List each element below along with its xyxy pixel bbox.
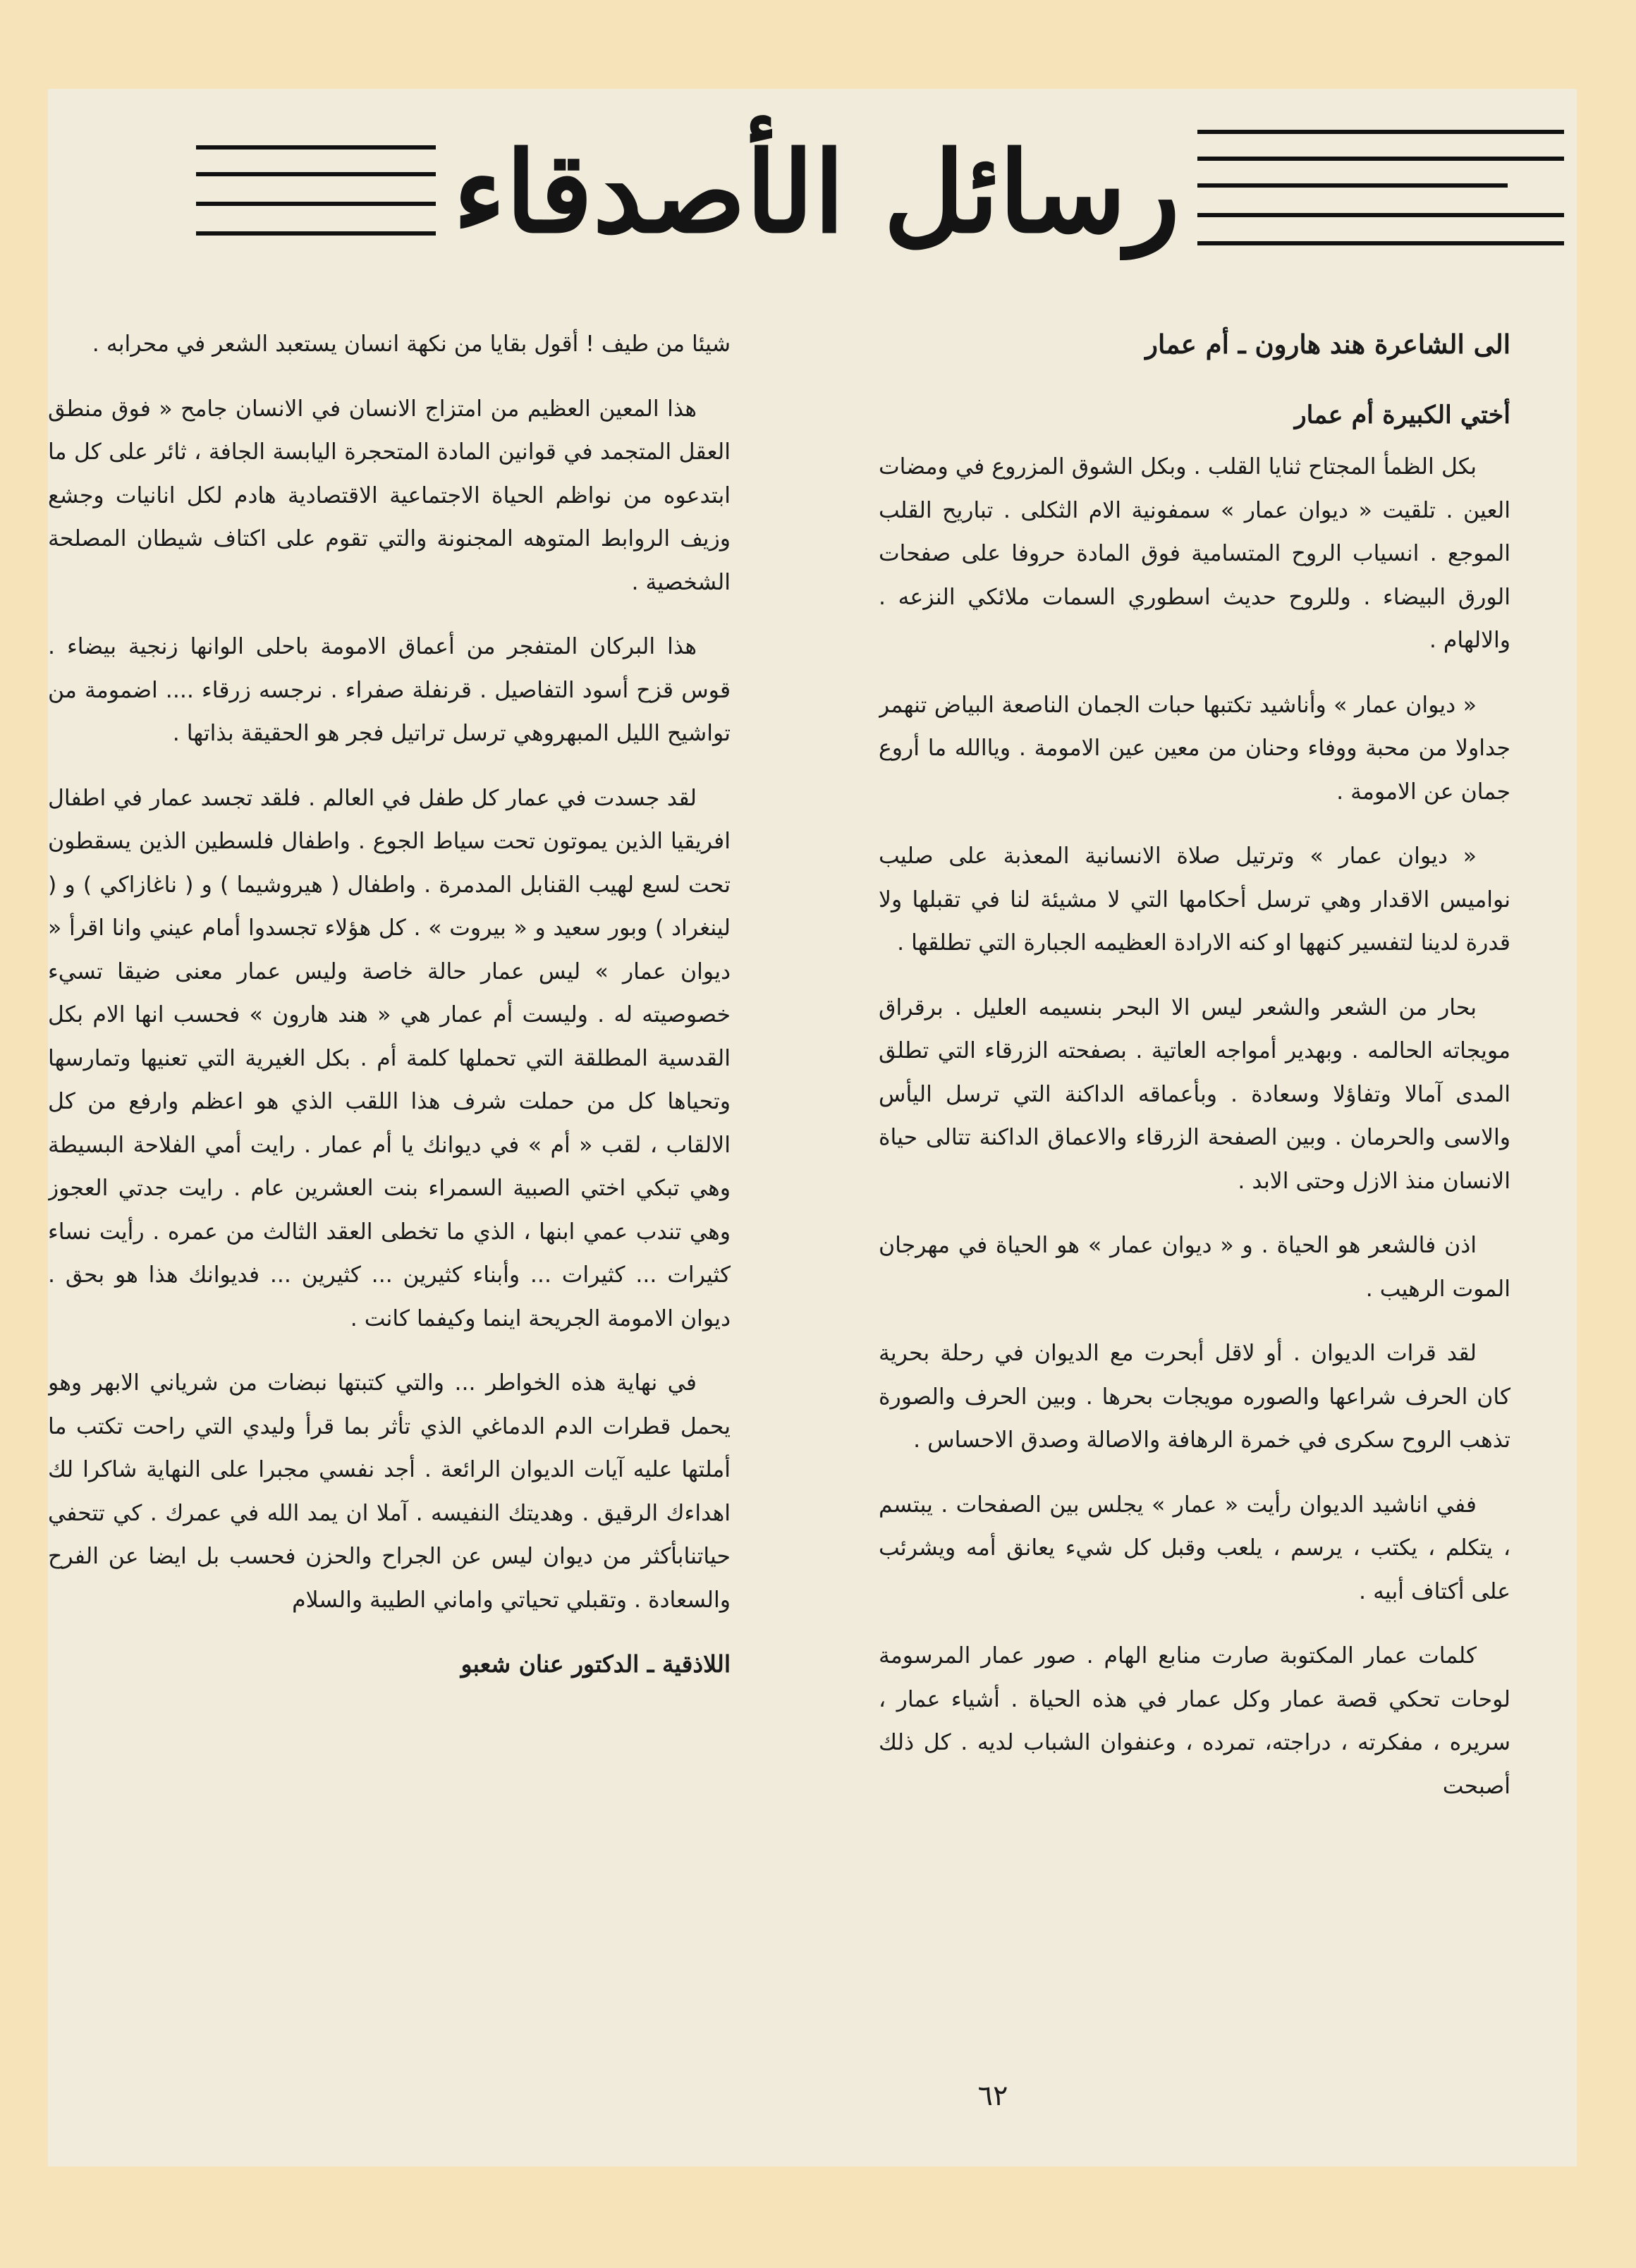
paragraph: هذا البركان المتفجر من أعماق الامومة باحلى الوانها زنجية بيضاء . قوس قزح أسود التفاصيل . قرنفلة صفراء . نرجسه زرقاء .... اضمومة من تواشيح الليل المبهروهي ترسل تراتيل فجر هو الحقيقة بذاتها . xyxy=(48,634,731,746)
header-rule xyxy=(1197,213,1564,217)
header-rule xyxy=(1197,241,1564,245)
header-rule xyxy=(1197,183,1508,188)
paragraph: في نهاية هذه الخواطر ... والتي كتبتها نبضات من شرياني الابهر وهو يحمل قطرات الدم الدماغي الذي تأثر بما قرأ وليدي التي راحت تكتب ما أملتها عليه آيات الديوان الرائعة . أجد نفسي مجبرا على النهاية شاكرا لك اهداءك الرقيق . وهديتك النفيسه . آملا ان يمد الله في عمرك . كي تتحفي حياتنابأكثر من ديوان ليس عن الجراح والحزن فحسب بل ايضا عن الفرح والسعادة . وتقبلي تحياتي واماني الطيبة والسلام xyxy=(48,1370,731,1613)
header-rule xyxy=(196,202,436,206)
paragraph: « ديوان عمار » وأناشيد تكتبها حبات الجمان الناصعة البياض تنهمر جداولا من محبة ووفاء وحنان من معين عين الامومة . وياالله ما أروع جمان عن الامومة . xyxy=(879,692,1510,805)
header-rule xyxy=(196,172,436,176)
paragraph: كلمات عمار المكتوبة صارت منابع الهام . صور عمار المرسومة لوحات تحكي قصة عمار وكل عمار في هذه الحياة . أشياء عمار ، سريره ، مفكرته ، دراجته، تمرده ، وعنفوان الشباب لديه . كل ذلك أصبحت xyxy=(879,1643,1510,1799)
page-header xyxy=(48,89,1577,293)
article-column-right xyxy=(879,323,1510,2128)
paragraph: بحار من الشعر والشعر ليس الا البحر بنسيمه العليل . برقراق مويجاته الحالمه . وبهدير أمواجه العاتية . بصفحته الزرقاء التي تطلق المدى آمالا وتفاؤلا وسعادة . وبأعماقه الداكنة التي ترسل اليأس والاسى والحرمان . وبين الصفحة الزرقاء والاعماق الداكنة تتالى حياة الانسان منذ الازل وحتى الابد . xyxy=(879,994,1510,1194)
paragraph: بكل الظمأ المجتاح ثنايا القلب . وبكل الشوق المزروع في ومضات العين . تلقيت « ديوان عمار » سمفونية الام الثكلى . تباريح القلب الموجع . انسياب الروح المتسامية فوق المادة حروفا على صفحات الورق البيضاء . وللروح حديث اسطوري السمات ملائكي النزعه . والالهام . xyxy=(879,454,1510,653)
magazine-page xyxy=(48,89,1577,2166)
paragraph: اذن فالشعر هو الحياة . و « ديوان عمار » هو الحياة في مهرجان الموت الرهيب . xyxy=(879,1233,1510,1302)
signature: اللاذقية ـ الدكتور عنان شعبو xyxy=(460,1650,731,1678)
paragraph: ففي اناشيد الديوان رأيت « عمار » يجلس بين الصفحات . يبتسم ، يتكلم ، يكتب ، يرسم ، يلعب وقبل كل شيء يعانق أمه ويشرئب على أكتاف أبيه . xyxy=(879,1492,1510,1604)
salutation: أختي الكبيرة أم عمار xyxy=(1294,401,1510,429)
article-heading: الى الشاعرة هند هارون ـ أم عمار xyxy=(1145,329,1510,360)
paragraph: شيئا من طيف ! أقول بقايا من نكهة انسان يستعبد الشعر في محرابه . xyxy=(92,331,731,357)
masthead-title: رسائل الأصدقاء xyxy=(453,128,1180,258)
header-rule xyxy=(196,145,436,150)
header-rule xyxy=(1197,130,1564,134)
article-column-left xyxy=(48,323,731,2128)
page-number: ٦٢ xyxy=(977,2080,1008,2112)
paragraph: هذا المعين العظيم من امتزاج الانسان في الانسان جامح « فوق منطق العقل المتجمد في قوانين المادة المتحجرة اليابسة الجافة ، ثائر على كل ما ابتدعوه من نواظم الحياة الاجتماعية الاقتصادية هادم لكل انانيات وجشع وزيف الروابط المتوهه المجنونة والتي تقوم على اكتاف شيطان المصلحة الشخصية . xyxy=(48,396,731,595)
paragraph: لقد جسدت في عمار كل طفل في العالم . فلقد تجسد عمار في اطفال افريقيا الذين يموتون تحت سياط الجوع . واطفال فلسطين الذين يسقطون تحت لسع لهيب القنابل المدمرة . واطفال ( هيروشيما ) و ( ناغازاكي ) و ( لينغراد ) وبور سعيد و « بيروت » . كل هؤلاء تجسدوا أمام عيني وانا اقرأ « ديوان عمار » ليس عمار حالة خاصة وليس عمار معنى ضيقا تسيء خصوصيته له . وليست أم عمار هي « هند هارون » فحسب انها الام بكل القدسية المطلقة التي تحملها كلمة أم . بكل الغيرية التي تعنيها وتمارسها وتحياها كل من حملت شرف هذا اللقب الذي هو اعظم وارفع من كل الالقاب ، لقب « أم » في ديوانك يا أم عمار . رايت أمي الفلاحة البسيطة وهي تبكي اختي الصبية السمراء بنت العشرين عام . رايت جدتي العجوز وهي تندب عمي ابنها ، الذي ما تخطى العقد الثالث من عمره . رأيت نساء كثيرات ... كثيرات ... وأبناء كثيرين ... كثيرين ... فديوانك هذا هو بحق . ديوان الامومة الجريحة اينما وكيفما كانت . xyxy=(48,785,731,1331)
paragraph: لقد قرات الديوان . أو لاقل أبحرت مع الديوان في رحلة بحرية كان الحرف شراعها والصوره مويجات بحرها . وبين الحرف والصورة تذهب الروح سكرى في خمرة الرهافة والاصالة وصدق الاحساس . xyxy=(879,1341,1510,1453)
header-rule xyxy=(196,231,436,236)
header-rule xyxy=(1197,157,1564,161)
paragraph: « ديوان عمار » وترتيل صلاة الانسانية المعذبة على صليب نواميس الاقدار وهي ترسل أحكامها التي لا مشيئة لنا في تقبلها ولا قدرة لدينا لتفسير كنهها او كنه الارادة العظيمه الجبارة التي تطلقها . xyxy=(879,843,1510,956)
